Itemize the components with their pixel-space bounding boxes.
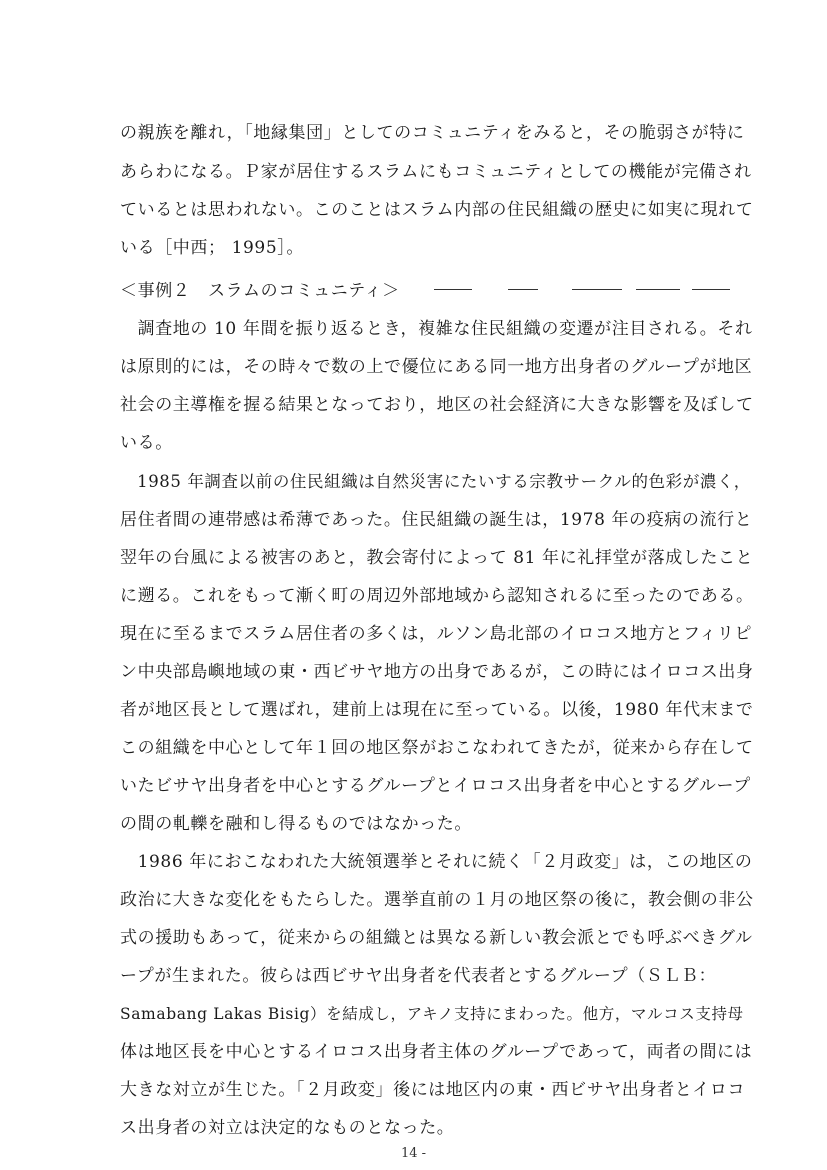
paragraph-3-line: 現在に至るまでスラム居住者の多くは，ルソン島北部のイロコス地方とフィリピ (120, 624, 753, 644)
case-heading: ＜事例２ スラムのコミュニティ＞ (120, 281, 400, 301)
paragraph-3-line: 1985 年調査以前の住民組織は自然災害にたいする宗教サークル的色彩が濃く， (120, 472, 751, 491)
heading-dash (636, 289, 680, 292)
paragraph-4-line: 式の援助もあって，従来からの組織とは異なる新しい教会派とでも呼ぶべきグル (120, 928, 753, 948)
paragraph-3-line: に遡る。これをもって漸く町の周辺外部地域から認知されるに至ったのである。 (120, 586, 754, 606)
paragraph-3-line: 者が地区長として選ばれ，建前上は現在に至っている。以後，1980 年代末まで (120, 700, 754, 720)
heading-dash (692, 289, 730, 292)
paragraph-2-line: 調査地の 10 年間を振り返るとき，複雑な住民組織の変遷が注目される。それ (120, 319, 753, 339)
paragraph-1-line: いる［中西； 1995］。 (120, 238, 304, 258)
heading-dash (508, 289, 538, 292)
paragraph-3-line: 居住者間の連帯感は希薄であった。住民組織の誕生は，1978 年の疫病の流行と (120, 510, 753, 530)
paragraph-4-line: Samabang Lakas Bisig）を結成し，アキノ支持にまわった。他方，マルコス支持母 (120, 1005, 744, 1023)
paragraph-4-line: ープが生まれた。彼らは西ビサヤ出身者を代表者とするグループ（ＳＬＢ： (120, 966, 717, 986)
paragraph-3-line: 翌年の台風による被害のあと，教会寄付によって 81 年に礼拝堂が落成したこと (120, 548, 754, 568)
paragraph-4-line: 1986 年におこなわれた大統領選挙とそれに続く「２月政変」は，この地区の (120, 852, 753, 872)
paragraph-1-line: あらわになる。Ｐ家が居住するスラムにもコミュニティとしての機能が完備され (120, 162, 752, 182)
paragraph-4-line: 政治に大きな変化をもたらした。選挙直前の１月の地区祭の後に，教会側の非公 (120, 890, 754, 910)
paragraph-4-line: 大きな対立が生じた。「２月政変」後には地区内の東・西ビサヤ出身者とイロコ (120, 1080, 746, 1100)
page-number: 14 - (400, 1146, 427, 1161)
heading-dash (572, 289, 622, 292)
paragraph-2-line: いる。 (120, 433, 173, 453)
paragraph-3-line: の間の軋轢を融和し得るものではなかった。 (120, 814, 472, 834)
paragraph-3-line: いたビサヤ出身者を中心とするグループとイロコス出身者を中心とするグループ (120, 776, 751, 796)
paragraph-1-line: ているとは思われない。このことはスラム内部の住民組織の歴史に如実に現れて (120, 200, 754, 220)
paragraph-4-line: 体は地区長を中心とするイロコス出身者主体のグループであって，両者の間には (120, 1042, 753, 1062)
paragraph-4-line: ス出身者の対立は決定的なものとなった。 (120, 1118, 455, 1138)
heading-dash (434, 289, 472, 292)
paragraph-3-line: ン中央部島嶼地域の東・西ビサヤ地方の出身であるが，この時にはイロコス出身 (120, 662, 754, 682)
paragraph-2-line: は原則的には，その時々で数の上で優位にある同一地方出身者のグループが地区 (120, 357, 753, 377)
paragraph-2-line: 社会の主導権を握る結果となっており，地区の社会経済に大きな影響を及ぼして (120, 395, 754, 415)
paragraph-1-line: の親族を離れ，「地縁集団」としてのコミュニティをみると，その脆弱さが特に (120, 123, 745, 143)
paragraph-3-line: この組織を中心として年１回の地区祭がおこなわれてきたが，従来から存在して (120, 738, 754, 758)
